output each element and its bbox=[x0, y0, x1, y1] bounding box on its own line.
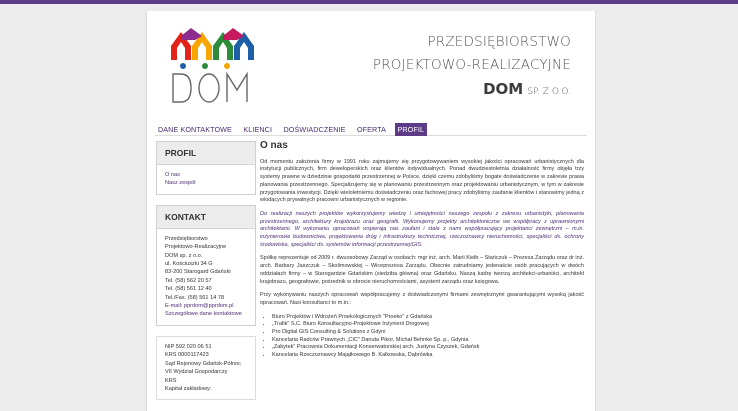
kontakt-line: Tel. (58) 562 20 57 bbox=[165, 277, 212, 284]
legal-line: VII Wydział Gospodarczy bbox=[165, 369, 228, 376]
kontakt-line: ul. Kościuszki 34 G bbox=[165, 261, 213, 268]
kontakt-line: Projektowo-Realizacyjne bbox=[165, 244, 227, 251]
page-title: O nas bbox=[260, 140, 288, 151]
legal-line: KRS 0000117423 bbox=[165, 352, 209, 359]
nav-doswiadczenie[interactable]: DOŚWIADCZENIE bbox=[283, 125, 346, 134]
sidebar-link-o-nas[interactable]: O nas bbox=[165, 172, 180, 178]
kontakt-line: Przedsiębiorstwo bbox=[165, 235, 208, 242]
company-line3 bbox=[373, 81, 571, 100]
company-suffix: SP. Z O.O. bbox=[527, 87, 571, 97]
list-item: • „Zabytek" Pracownia Dokumentacji Konserwatorskiej arch. Justyna Czyszek, Gdańsk bbox=[272, 344, 584, 352]
list-item: • Kancelaria Radców Prawnych „CIC" Danuta Pikor, Michał Behnke Sp. p., Gdynia bbox=[272, 337, 584, 345]
kontakt-details-link[interactable]: Szczegółowe dane kontaktowe bbox=[165, 311, 242, 318]
kontakt-line: Tel./Fax. (58) 561 14 78 bbox=[165, 294, 225, 301]
list-item: • Kancelaria Rzeczoznawcy Majątkowego B. Kalkowska, Dąbrówka bbox=[272, 352, 584, 360]
company-name-block bbox=[373, 34, 571, 100]
legal-box bbox=[156, 336, 256, 400]
nav-oferta[interactable]: OFERTA bbox=[356, 125, 387, 134]
legal-line: Kapitał zakładowy: bbox=[165, 385, 212, 392]
team-paragraph: Do realizacji naszych projektów wykorzystujemy wiedzę i umiejętności naszego zespołu z zakresu urbanistyki, planowania przestrzennego, architektury krajobrazu oraz geografii. Wykonujemy projekty architektoniczne we współpracy z uprawnionymi architektami. W wykonaniu opracowań wspierają nas zaufani i stale z nami współpracujący projektanci zewnętrzni – m.in. inżynierowie budownictwa, projektowania dróg i infrastruktury technicznej, rzeczoznawcy nieruchomości, specjaliści ds. ochrony środowiska, specjaliści ds. systemów informacji przestrzennej/GIS. bbox=[260, 210, 584, 248]
profil-box bbox=[156, 141, 256, 195]
nav-profil[interactable]: PROFIL bbox=[395, 123, 428, 136]
main-content bbox=[260, 142, 584, 360]
consultants-paragraph: Przy wykonywaniu naszych opracowań współpracujemy z doświadczonymi firmami zewnętrznymi gwarantującymi wysoką jakość opracowań. Nasi konsultanci to m.in.: bbox=[260, 292, 584, 306]
kontakt-box-title: KONTAKT bbox=[157, 206, 255, 229]
list-item: • Biuro Projektów i Wdrożeń Proekologicznych "Proeko" z Gdańska bbox=[272, 314, 584, 322]
legal-line: Sąd Rejonowy Gdańsk-Północ bbox=[165, 360, 241, 367]
page-container bbox=[146, 11, 596, 411]
kontakt-line: 83-200 Starogard Gdański bbox=[165, 269, 231, 276]
kontakt-line: DOM sp. z o.o. bbox=[165, 252, 203, 259]
list-item: • Pro Digital GIS Consulting & Solutions z Gdyni bbox=[272, 329, 584, 337]
main-nav bbox=[155, 119, 587, 136]
company-line2: PROJEKTOWO-REALIZACYJNE bbox=[372, 57, 571, 73]
list-item: • „Trafik" S.C. Biuro Konsultacyjno-Projektowe Inżynierii Drogowej bbox=[272, 321, 584, 329]
kontakt-email-link[interactable]: E-mail: pprdom@pprdom.pl bbox=[165, 303, 234, 310]
sidebar-link-nasz-zespol[interactable]: Nasz zespół bbox=[165, 180, 196, 187]
nav-klienci[interactable]: KLIENCI bbox=[243, 125, 273, 134]
intro-paragraph: Od momentu założenia firmy w 1991 roku zajmujemy się przygotowywaniem wysokiej jakości opracowań urbanistycznych dla instytucji publicznych, firm deweloperskich oraz klientów indywidualnych. Ponad dwudziestoletnia działalność firmy objęła trzy systemy prawne w dziedzinie gospodarki przestrzennej w Polsce, dzięki czemu zdobyliśmy bogate doświadczenie w zakresie prawa planowania przestrzennego. Specjalizujemy się w planowaniu przestrzennym oraz projektowaniu urbanistycznym, w tym w zakresie przygotowania inwestycji. Dzięki wieloletniemu doświadczeniu oraz fachowej pracy zdobyliśmy zaufanie klientów i stanowimy jedną z wiodących prywatnych pracowni urbanistycznych w regionie. bbox=[260, 158, 584, 204]
sidebar bbox=[156, 141, 256, 410]
legal-line: KRS bbox=[165, 377, 177, 384]
profil-box-title: PROFIL bbox=[157, 142, 255, 165]
kontakt-box bbox=[156, 205, 256, 326]
board-paragraph: Spółkę reprezentuje od 2009 r. dwuosobowy Zarząd w osobach: mgr inż. arch. Marii Kiełb – Stańczuk – Prezesa Zarządu oraz dr inż. arch. Barbary Jaszczuk – Skolimowskiej – Wiceprezesa Zarządu. Obecnie zatrudniamy jedenaście osób pracujących w dwóch oddziałach firmy – w Starogardzie Gdańskim (siedziba główna) oraz Gdańsku. Naszą kadrę tworzą architekci-urbaniści, architekt krajobrazu, geografowie, pośrednik w obrocie nieruchomościami, asystent zarządu oraz księgowa. bbox=[260, 255, 584, 285]
company-line1: PRZEDSIĘBIORSTWO bbox=[427, 34, 571, 50]
kontakt-line: Tel. (58) 561 12 40 bbox=[165, 286, 212, 293]
dom-logo[interactable] bbox=[169, 26, 259, 106]
top-accent-line bbox=[0, 0, 738, 4]
company-dom: DOM bbox=[483, 80, 524, 98]
legal-line: NIP 592 020 06 51 bbox=[165, 343, 212, 350]
consultants-list bbox=[260, 314, 584, 360]
nav-dane-kontaktowe[interactable]: DANE KONTAKTOWE bbox=[158, 125, 232, 134]
